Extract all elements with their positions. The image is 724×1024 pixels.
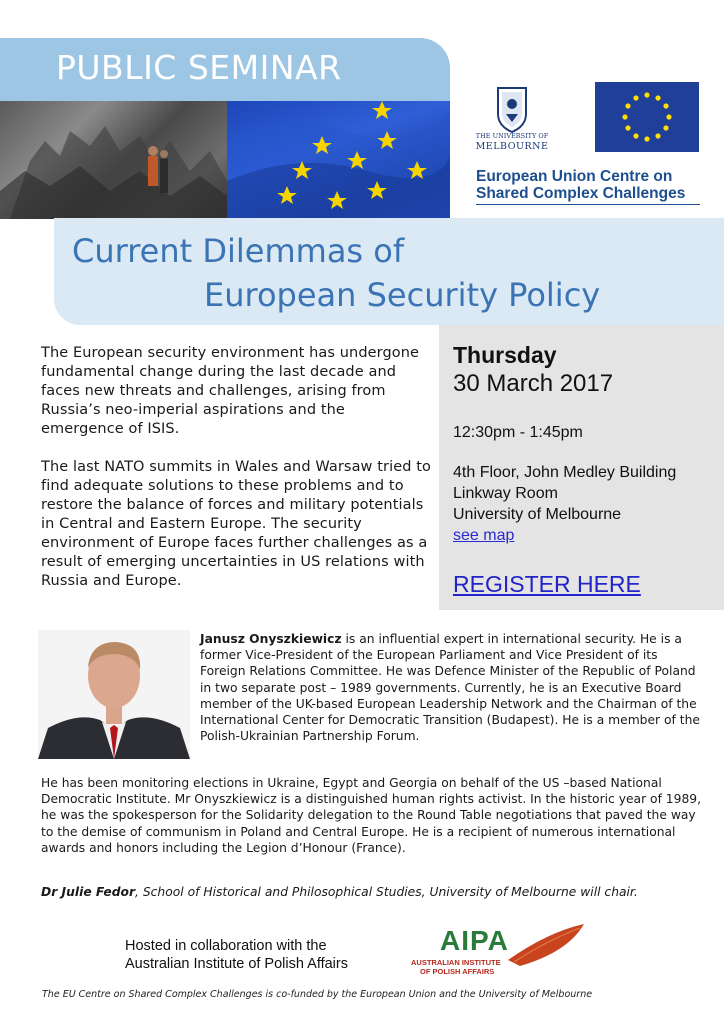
event-day: Thursday (453, 342, 557, 368)
eu-flag-logo (595, 82, 699, 152)
university-name-line1: THE UNIVERSITY OF (475, 132, 549, 140)
header-banner (0, 38, 450, 219)
speaker-bio-text-1: is an influential expert in international security. He is a former Vice-President of the European Parliament and Vice President of its Foreign Relations Committee. He was Defence Minister of the Republic of Poland in two separate post – 1989 governments. Currently, he is an Executive Board member of the UK-based European Leadership Network and the Chairman of the International Center for Democratic Transition (Budapest). He is a member of the Polish-Ukrainian Partnership Forum. (200, 632, 700, 744)
centre-name-divider (476, 204, 700, 205)
eu-centre-name (476, 168, 708, 202)
waving-eu-flag-image (227, 101, 450, 219)
description-paragraph-1: The European security environment has undergone fundamental change during the last decade and faces new threats and challenges, arising from Russia’s neo-imperial aspirations and the emergence of ISIS. (41, 345, 420, 437)
event-location-building: 4th Floor, John Medley Building (453, 464, 677, 481)
speaker-bio-part-1 (200, 631, 700, 744)
university-of-melbourne-logo (476, 84, 548, 156)
aipa-name-line1: AUSTRALIAN INSTITUTE (411, 958, 501, 967)
speaker-bio-part-2: He has been monitoring elections in Ukraine, Egypt and Georgia on behalf of the US –based National Democratic Institute. Mr Onyszkiewicz is a distinguished human rights activist. In the historic year of 1989, he was the spokesperson for the Solidarity delegation to the Round Table negotiations that paved the way to the demise of communism in Poland and Central Europe. He is a recipient of numerous international awards and honors including the Legion d’Honour (France). (41, 776, 702, 855)
eu-flag-photo (227, 101, 450, 219)
seminar-title-line2: European Security Policy (204, 276, 601, 314)
event-time: 12:30pm - 1:45pm (453, 424, 583, 441)
event-details-panel (439, 325, 724, 610)
register-here-link[interactable]: REGISTER HERE (453, 571, 641, 597)
seminar-description (41, 344, 431, 610)
speaker-photo (38, 630, 190, 759)
banner-title: PUBLIC SEMINAR (56, 48, 342, 87)
seminar-title-box (54, 218, 724, 325)
chair-statement (41, 884, 701, 900)
centre-name-line1: European Union Centre on (476, 168, 673, 185)
hosted-line1: Hosted in collaboration with the (125, 938, 327, 954)
speaker-portrait-image (38, 630, 190, 759)
chair-text: , School of Historical and Philosophical Studies, University of Melbourne will chair. (135, 885, 638, 899)
description-paragraph-2: The last NATO summits in Wales and Warsaw tried to find adequate solutions to these problems and to restore the balance of forces and military potentials in Central and Eastern Europe. The security environment of Europe faces further challenges as a result of emerging uncertainties in US relations with Russia and Europe. (41, 459, 431, 589)
centre-name-line2: Shared Complex Challenges (476, 185, 686, 202)
event-location-university: University of Melbourne (453, 506, 622, 523)
funding-note: The EU Centre on Shared Complex Challenges is co-funded by the European Union and the University of Melbourne (42, 989, 593, 1000)
statue-photo (0, 101, 227, 219)
event-date: 30 March 2017 (453, 370, 614, 397)
event-location-room: Linkway Room (453, 485, 558, 502)
university-name-line2: MELBOURNE (475, 141, 549, 152)
aipa-name-line2: OF POLISH AFFAIRS (420, 967, 495, 976)
see-map-link[interactable]: see map (453, 527, 515, 544)
hosted-in-collaboration (125, 937, 405, 973)
eu-stars-icon (595, 82, 699, 152)
seminar-title-line1: Current Dilemmas of (72, 232, 405, 270)
statue-figures-image (0, 101, 227, 219)
hosted-line2: Australian Institute of Polish Affairs (125, 956, 348, 972)
speaker-name: Janusz Onyszkiewicz (200, 632, 342, 646)
aipa-acronym: AIPA (440, 925, 509, 956)
chair-name: Dr Julie Fedor (41, 885, 136, 899)
